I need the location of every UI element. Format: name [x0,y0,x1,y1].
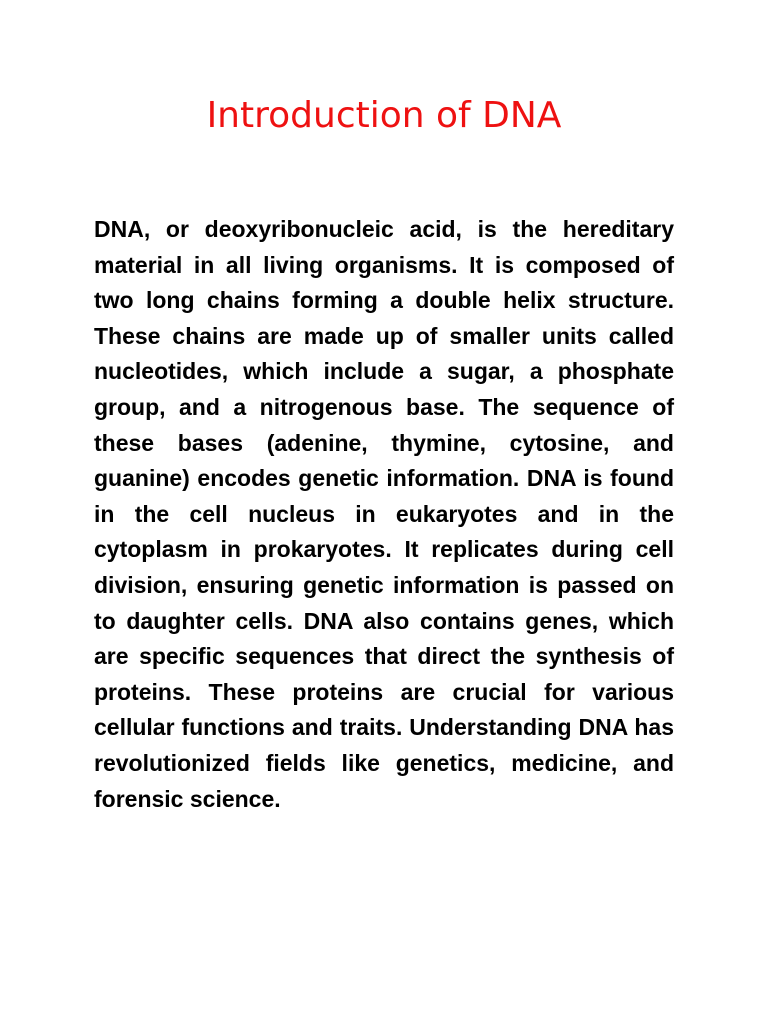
document-title: Introduction of DNA [206,95,562,136]
document-body-paragraph: DNA, or deoxyribonucleic acid, is the hereditary material in all living organisms. It is composed of two long chains forming a double helix structure. These chains are made up of smaller units called nucleotides, which include a sugar, a phosphate group, and a nitrogenous base. The sequence of these bases (adenine, thymine, cytosine, and guanine) encodes genetic information. DNA is found in the cell nucleus in eukaryotes and in the cytoplasm in prokaryotes. It replicates during cell division, ensuring genetic information is passed on to daughter cells. DNA also contains genes, which are specific sequences that direct the synthesis of proteins. These proteins are crucial for various cellular functions and traits. Understanding DNA has revolutionized fields like genetics, medicine, and forensic science. [94,216,674,812]
